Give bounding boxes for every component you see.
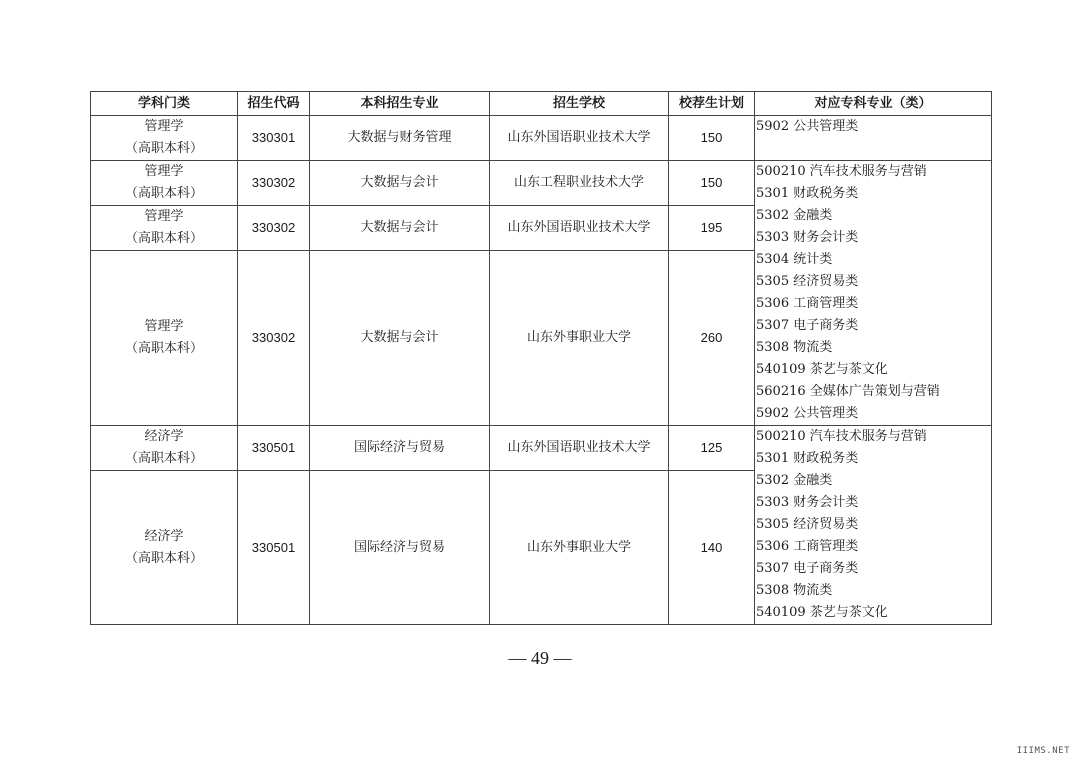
school-cell: 山东外国语职业技术大学	[490, 116, 669, 161]
category-cell	[91, 116, 238, 161]
corresponding-major: 5306 工商管理类	[756, 539, 859, 554]
plan-cell: 150	[669, 161, 755, 206]
corresponding-major: 5308 物流类	[756, 340, 833, 355]
header-category: 学科门类	[91, 92, 238, 116]
corresponding-majors-cell	[755, 161, 992, 426]
corresponding-major: 5306 工商管理类	[756, 296, 859, 311]
header-plan: 校荐生计划	[669, 92, 755, 116]
table-row	[91, 161, 992, 206]
corresponding-major: 560216 全媒体广告策划与营销	[756, 384, 940, 399]
corresponding-major: 5308 物流类	[756, 583, 833, 598]
plan-cell: 140	[669, 471, 755, 625]
major-cell: 大数据与会计	[310, 251, 490, 426]
corresponding-major: 500210 汽车技术服务与营销	[756, 429, 927, 444]
corresponding-major: 5301 财政税务类	[756, 186, 859, 201]
category-note: （高职本科）	[124, 186, 203, 202]
category-name: 管理学	[144, 164, 184, 180]
corresponding-major: 5902 公共管理类	[756, 119, 859, 134]
school-cell: 山东外事职业大学	[490, 471, 669, 625]
category-note: （高职本科）	[124, 141, 203, 156]
corresponding-majors-cell	[755, 116, 992, 161]
category-cell	[91, 426, 238, 471]
header-school: 招生学校	[490, 92, 669, 116]
header-code: 招生代码	[238, 92, 310, 116]
corresponding-major: 5302 金融类	[756, 473, 833, 488]
corresponding-major: 5305 经济贸易类	[756, 517, 859, 532]
code-cell: 330302	[238, 251, 310, 426]
category-name: 管理学	[144, 119, 184, 134]
category-note: （高职本科）	[124, 341, 203, 357]
school-cell: 山东工程职业技术大学	[490, 161, 669, 206]
plan-cell: 195	[669, 206, 755, 251]
corresponding-major: 540109 茶艺与茶文化	[756, 605, 888, 620]
category-cell	[91, 471, 238, 625]
header-row	[91, 92, 992, 116]
major-cell: 国际经济与贸易	[310, 471, 490, 625]
category-cell	[91, 206, 238, 251]
corresponding-major: 5302 金融类	[756, 208, 833, 223]
table-row	[91, 426, 992, 471]
school-cell: 山东外国语职业技术大学	[490, 426, 669, 471]
code-cell: 330501	[238, 426, 310, 471]
plan-cell: 150	[669, 116, 755, 161]
code-cell: 330302	[238, 206, 310, 251]
category-note: （高职本科）	[124, 550, 203, 566]
major-cell: 大数据与财务管理	[310, 116, 490, 161]
page-number: — 49 —	[508, 648, 572, 668]
corresponding-major: 5305 经济贸易类	[756, 274, 859, 289]
corresponding-major: 540109 茶艺与茶文化	[756, 362, 888, 377]
category-name: 经济学	[144, 528, 184, 544]
major-cell: 大数据与会计	[310, 161, 490, 206]
header-major: 本科招生专业	[310, 92, 490, 116]
corresponding-major: 5303 财务会计类	[756, 495, 859, 510]
category-cell	[91, 161, 238, 206]
school-cell: 山东外国语职业技术大学	[490, 206, 669, 251]
admission-plan-table	[90, 91, 992, 625]
header-corresponding: 对应专科专业（类）	[755, 92, 992, 116]
table-row	[91, 116, 992, 161]
school-cell: 山东外事职业大学	[490, 251, 669, 426]
category-name: 经济学	[144, 429, 184, 445]
category-note: （高职本科）	[124, 231, 203, 247]
category-note: （高职本科）	[124, 451, 203, 467]
corresponding-major: 500210 汽车技术服务与营销	[756, 164, 927, 179]
corresponding-major: 5307 电子商务类	[756, 318, 859, 333]
code-cell: 330302	[238, 161, 310, 206]
major-cell: 大数据与会计	[310, 206, 490, 251]
corresponding-major: 5307 电子商务类	[756, 561, 859, 576]
code-cell: 330501	[238, 471, 310, 625]
corresponding-major: 5303 财务会计类	[756, 230, 859, 245]
corresponding-majors-cell	[755, 426, 992, 625]
corresponding-major: 5304 统计类	[756, 252, 833, 267]
corresponding-major: 5902 公共管理类	[756, 406, 859, 421]
category-cell	[91, 251, 238, 426]
category-name: 管理学	[144, 319, 184, 335]
plan-cell: 260	[669, 251, 755, 426]
watermark: IIIMS.NET	[1016, 746, 1070, 756]
major-cell: 国际经济与贸易	[310, 426, 490, 471]
corresponding-major: 5301 财政税务类	[756, 451, 859, 466]
category-name: 管理学	[144, 209, 184, 225]
plan-cell: 125	[669, 426, 755, 471]
code-cell: 330301	[238, 116, 310, 161]
